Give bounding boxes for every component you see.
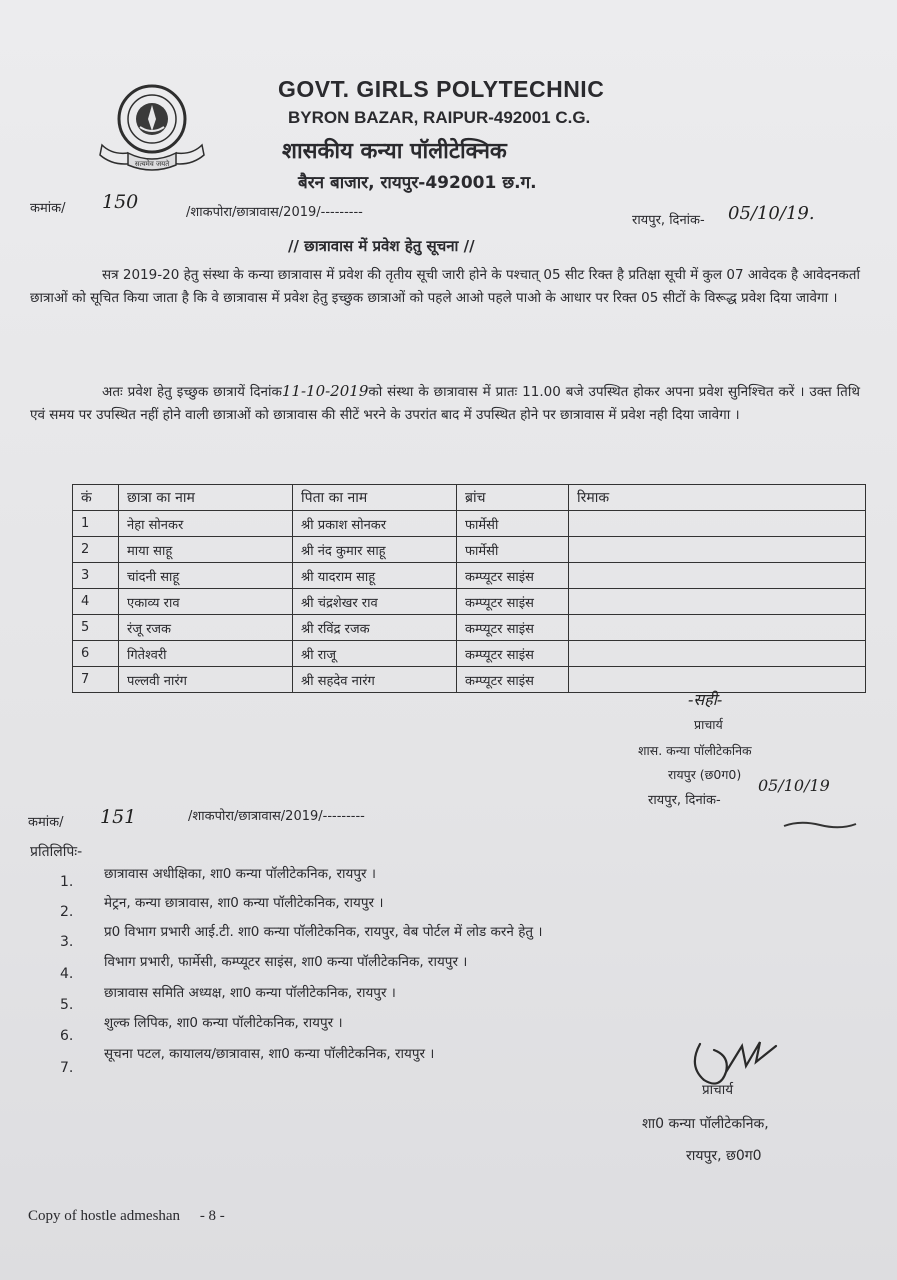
cell-remark xyxy=(569,563,866,589)
cell-remark xyxy=(569,615,866,641)
notice-title: // छात्रावास में प्रवेश हेतु सूचना // xyxy=(288,237,475,255)
cell-branch: कम्प्यूटर साइंस xyxy=(457,589,569,615)
copy-ref-number-handwritten: 151 xyxy=(100,806,137,828)
institute-seal-icon xyxy=(94,75,210,175)
copy-item-number: 4. xyxy=(60,966,74,982)
cell-serial: 7 xyxy=(73,667,119,693)
svg-text:सत्यमेव जयते: सत्यमेव जयते xyxy=(134,160,170,168)
copy-item-text: मेट्रन, कन्या छात्रावास, शा0 कन्या पॉलीटेकनिक, रायपुर । xyxy=(104,895,384,911)
cell-remark xyxy=(569,537,866,563)
table-header-row xyxy=(73,485,866,511)
copy-item-number: 7. xyxy=(60,1060,74,1076)
cell-student-name: पल्लवी नारंग xyxy=(119,667,293,693)
notice-paragraph-1: सत्र 2019-20 हेतु संस्था के कन्या छात्रावास में प्रवेश की तृतीय सूची जारी होने के पश्चात् 05 सीट रिक्त है प्रतिक्षा सूची में कुल 07 आवेदक है आवेदनकर्ता छात्राओं को सूचित किया जाता है कि वे छात्रावास में प्रवेश हेतु इच्छुक छात्राओं को पहले आओ पहले पाओ के आधार पर रिक्त 05 सीटों के विरूद्ध प्रवेश दिया जावेगा । xyxy=(30,267,860,306)
cell-branch: फार्मेसी xyxy=(457,511,569,537)
cell-remark xyxy=(569,511,866,537)
cell-student-name: एकाव्य राव xyxy=(119,589,293,615)
col-header-branch: ब्रांच xyxy=(457,485,569,511)
table-row xyxy=(73,615,866,641)
pen-scribble-icon xyxy=(780,816,860,832)
cell-serial: 1 xyxy=(73,511,119,537)
cell-father-name: श्री यादराम साहू xyxy=(293,563,457,589)
principal-org: शास. कन्या पॉलीटेकनिक xyxy=(638,743,752,758)
copy-item-text: सूचना पटल, कायालय/छात्रावास, शा0 कन्या पॉलीटेकनिक, रायपुर । xyxy=(104,1046,435,1062)
copy-item-number: 5. xyxy=(60,997,74,1013)
copy-ref-file-number: /शाकपोरा/छात्रावास/2019/--------- xyxy=(188,809,365,824)
ref-number-label: कमांक/ xyxy=(30,201,66,216)
principal-title: प्राचार्य xyxy=(694,717,723,732)
para2-start: अतः प्रवेश हेतु इच्छुक छात्रायें दिनांक xyxy=(102,384,282,400)
para2-rest: को संस्था के छात्रावास में प्रातः 11.00 बजे उपस्थित होकर अपना प्रवेश सुनिश्चित करें । उक्त तिथि एवं समय पर उपस्थित नहीं होने वाली छात्राओं को छात्रावास की सीटें भरने के उपरांत बाद में उपस्थित होने पर छात्रावास में प्रवेश नही दिया जावेगा । xyxy=(30,384,860,423)
cell-serial: 2 xyxy=(73,537,119,563)
copy-item-text: विभाग प्रभारी, फार्मेसी, कम्प्यूटर साइंस, शा0 कन्या पॉलीटेकनिक, रायपुर । xyxy=(104,954,468,970)
cell-branch: कम्प्यूटर साइंस xyxy=(457,563,569,589)
copy-to-label: प्रतिलिपिः- xyxy=(30,844,83,860)
cell-serial: 5 xyxy=(73,615,119,641)
copy-item-text: शुल्क लिपिक, शा0 कन्या पॉलीटेकनिक, रायपुर । xyxy=(104,1015,343,1031)
ref-date-handwritten: 05/10/19. xyxy=(728,203,815,224)
principal-place: रायपुर (छ0ग0) xyxy=(668,767,742,782)
cell-father-name: श्री राजू xyxy=(293,641,457,667)
cell-branch: फार्मेसी xyxy=(457,537,569,563)
cell-branch: कम्प्यूटर साइंस xyxy=(457,641,569,667)
principal-place-2: रायपुर, छ0ग0 xyxy=(686,1148,762,1164)
copy-item-number: 1. xyxy=(60,874,74,890)
institute-address-english: BYRON BAZAR, RAIPUR-492001 C.G. xyxy=(288,108,591,127)
cell-father-name: श्री चंद्रशेखर राव xyxy=(293,589,457,615)
cell-student-name: गितेश्वरी xyxy=(119,641,293,667)
cell-serial: 4 xyxy=(73,589,119,615)
copy-item-text: छात्रावास अधीक्षिका, शा0 कन्या पॉलीटेकनिक, रायपुर । xyxy=(104,866,376,882)
cell-student-name: रंजू रजक xyxy=(119,615,293,641)
cell-branch: कम्प्यूटर साइंस xyxy=(457,667,569,693)
principal-org-2: शा0 कन्या पॉलीटेकनिक, xyxy=(642,1116,769,1132)
table-row xyxy=(73,537,866,563)
table-row xyxy=(73,641,866,667)
copy-item-text: प्र0 विभाग प्रभारी आई.टी. शा0 कन्या पॉलीटेकनिक, रायपुर, वेब पोर्टल में लोड करने हेतु । xyxy=(104,924,543,940)
cell-remark xyxy=(569,589,866,615)
signed-mark: -सही- xyxy=(688,690,723,709)
cell-branch: कम्प्यूटर साइंस xyxy=(457,615,569,641)
cell-father-name: श्री सहदेव नारंग xyxy=(293,667,457,693)
cell-remark xyxy=(569,641,866,667)
table-row xyxy=(73,667,866,693)
copy-item-number: 6. xyxy=(60,1028,74,1044)
copy-date-label: रायपुर, दिनांक- xyxy=(648,793,721,808)
ref-file-number: /शाकपोरा/छात्रावास/2019/--------- xyxy=(186,205,363,220)
copy-date-handwritten: 05/10/19 xyxy=(758,776,830,795)
applicant-table xyxy=(72,484,866,693)
cell-serial: 6 xyxy=(73,641,119,667)
cell-student-name: नेहा सोनकर xyxy=(119,511,293,537)
table-row xyxy=(73,589,866,615)
institute-address-hindi: बैरन बाजार, रायपुर-492001 छ.ग. xyxy=(298,173,537,193)
cell-student-name: चांदनी साहू xyxy=(119,563,293,589)
col-header-remark: रिमाक xyxy=(569,485,866,511)
ref-date-label: रायपुर, दिनांक- xyxy=(632,213,705,228)
col-header-student-name: छात्रा का नाम xyxy=(119,485,293,511)
footer-caption-text: Copy of hostle admeshan xyxy=(28,1208,181,1224)
ref-number-handwritten: 150 xyxy=(102,191,139,213)
copy-ref-number-label: कमांक/ xyxy=(28,815,64,830)
principal-signature-icon xyxy=(686,1036,786,1096)
para2-handwritten-date: 11-10-2019 xyxy=(281,382,369,400)
notice-paragraph-2 xyxy=(30,380,860,427)
cell-father-name: श्री नंद कुमार साहू xyxy=(293,537,457,563)
institute-name-english: GOVT. GIRLS POLYTECHNIC xyxy=(278,76,605,102)
cell-serial: 3 xyxy=(73,563,119,589)
principal-title-2: प्राचार्य xyxy=(702,1082,734,1098)
copy-item-number: 3. xyxy=(60,934,74,950)
table-row xyxy=(73,563,866,589)
footer-caption xyxy=(28,1208,225,1225)
cell-father-name: श्री प्रकाश सोनकर xyxy=(293,511,457,537)
table-row xyxy=(73,511,866,537)
col-header-father-name: पिता का नाम xyxy=(293,485,457,511)
copy-item-text: छात्रावास समिति अध्यक्ष, शा0 कन्या पॉलीटेकनिक, रायपुर । xyxy=(104,985,396,1001)
col-header-serial: कं xyxy=(73,485,119,511)
copy-item-number: 2. xyxy=(60,904,74,920)
institute-name-hindi: शासकीय कन्या पॉलीटेक्निक xyxy=(282,139,507,164)
footer-page-number: - 8 - xyxy=(199,1208,225,1224)
cell-student-name: माया साहू xyxy=(119,537,293,563)
cell-father-name: श्री रविंद्र रजक xyxy=(293,615,457,641)
